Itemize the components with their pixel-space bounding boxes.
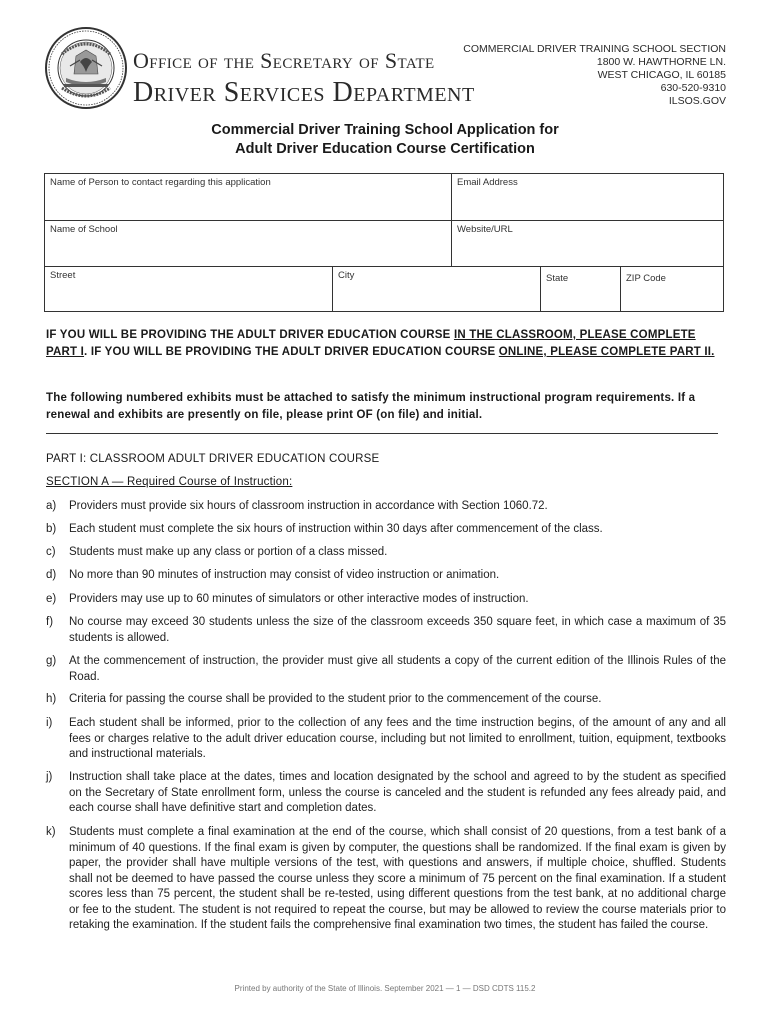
address-line[interactable]: ILSOS.GOV [668,95,726,107]
list-item [46,770,726,817]
instruction-text: . IF YOU WILL BE PROVIDING THE ADULT DRIVER EDUCATION COURSE [84,346,499,358]
instruction-text: IF YOU WILL BE PROVIDING THE ADULT DRIVER EDUCATION COURSE [46,329,454,341]
item-label: d) [46,569,57,581]
item-text: Each student shall be informed, prior to the collection of any fees and the time instruction begins, of the amount of any and all fees or charges relative to the adult driver education course, including but not limited to enrollment, tuition, equipment, textbooks and instructional materials. [69,717,726,760]
item-label: e) [46,593,57,605]
list-item [46,825,726,934]
list-item [46,716,726,763]
list-item [46,692,726,708]
course-instructions [46,327,726,361]
item-label: j) [46,771,53,783]
item-label: a) [46,500,57,512]
contact-info-table [44,173,724,312]
field-label: Website/URL [457,224,513,235]
item-label: c) [46,546,56,558]
section-heading: SECTION A — Required Course of Instruction: [46,476,293,488]
page-footer: Printed by authority of the State of Illinois. September 2021 — 1 — DSD CDTS 115.2 [234,984,536,993]
state-field[interactable] [541,267,621,312]
item-label: f) [46,616,54,628]
address-line: 630-520-9310 [660,82,726,94]
part-heading: PART I: CLASSROOM ADULT DRIVER EDUCATION COURSE [46,453,380,465]
address-line: WEST CHICAGO, IL 60185 [597,69,726,81]
field-label: State [546,273,569,284]
field-label: Name of Person to contact regarding this application [50,177,271,188]
item-text: Each student must complete the six hours of instruction within 30 days after commencement of the class. [69,523,603,535]
field-label: Email Address [457,177,518,188]
list-item [46,592,726,608]
field-label: City [338,270,355,281]
list-item [46,522,726,538]
instruction-text-underlined: ONLINE, PLEASE COMPLETE PART II. [498,346,715,358]
school-name-field[interactable] [45,221,452,267]
item-text: Providers may use up to 60 minutes of simulators or other interactive modes of instruction. [69,593,529,605]
item-text: Students must make up any class or portion of a class missed. [69,546,388,558]
website-field[interactable] [452,221,724,267]
list-item [46,615,726,646]
item-text: Instruction shall take place at the dates, times and location designated by the school and agreed to by the student as specified on the Secretary of State enrollment form, unless the course is canceled and the student is refunded any fees already paid, and each course shall have definitive start and completion dates. [69,771,726,814]
item-text: Students must complete a final examination at the end of the course, which shall consist of 20 questions, from a test bank of a minimum of 40 questions. If the final exam is given by computer, the questions shall be randomized. If the final exam is given by paper, the provider shall have multiple versions of the test, with questions and answers, if multiple choice, shuffled. Students shall not be deemed to have passed the course unless they score a minimum of 75 percent on the final examination. If a student scores less than 75 percent, the student shall be re-tested, using different questions from the test bank, at no additional charge or fee to the student. The student is not required to repeat the course, but may be allowed to review the course materials prior to retaking the examination. If the student fails the comprehensive final examination two times, the student has failed the course. [69,826,726,931]
list-item [46,545,726,561]
department-title: Driver Services Department [133,77,475,108]
list-item [46,654,726,685]
field-label: Name of School [50,224,118,235]
item-label: b) [46,523,57,535]
item-text: No course may exceed 30 students unless the size of the classroom exceeds 350 square feet, in which case a maximum of 35 students is allowed. [69,616,726,644]
address-line: 1800 W. HAWTHORNE LN. [596,56,726,68]
list-item [46,499,726,515]
address-line: COMMERCIAL DRIVER TRAINING SCHOOL SECTION [463,43,726,55]
form-title [0,121,770,159]
exhibits-note: The following numbered exhibits must be attached to satisfy the minimum instructional program requirements. If a renewal and exhibits are presently on file, please print OF (on file) and initial. [46,392,696,421]
office-title: Office of the Secretary of State [133,48,435,73]
street-field[interactable] [45,267,333,312]
instruction-text-underlined: IN THE CLASSROOM, PLEASE COMPLETE PART I [46,329,696,358]
zip-field[interactable] [621,267,724,312]
item-label: i) [46,717,53,729]
form-title-line: Commercial Driver Training School Application for [211,122,559,138]
state-seal-logo [44,26,128,110]
contact-name-field[interactable] [45,174,452,221]
divider [46,433,718,434]
city-field[interactable] [333,267,541,312]
list-item [46,568,726,584]
item-label: k) [46,826,56,838]
item-text: No more than 90 minutes of instruction may consist of video instruction or animation. [69,569,500,581]
item-text: Criteria for passing the course shall be provided to the student prior to the commencement of the course. [69,693,602,705]
email-field[interactable] [452,174,724,221]
field-label: Street [50,270,76,281]
field-label: ZIP Code [626,273,666,284]
item-label: h) [46,693,57,705]
item-label: g) [46,655,57,667]
form-title-line: Adult Driver Education Course Certification [235,141,535,157]
item-text: At the commencement of instruction, the provider must give all students a copy of the current edition of the Illinois Rules of the Road. [69,655,726,683]
item-text: Providers must provide six hours of classroom instruction in accordance with Section 1060.72. [69,500,548,512]
address-block [463,43,726,108]
